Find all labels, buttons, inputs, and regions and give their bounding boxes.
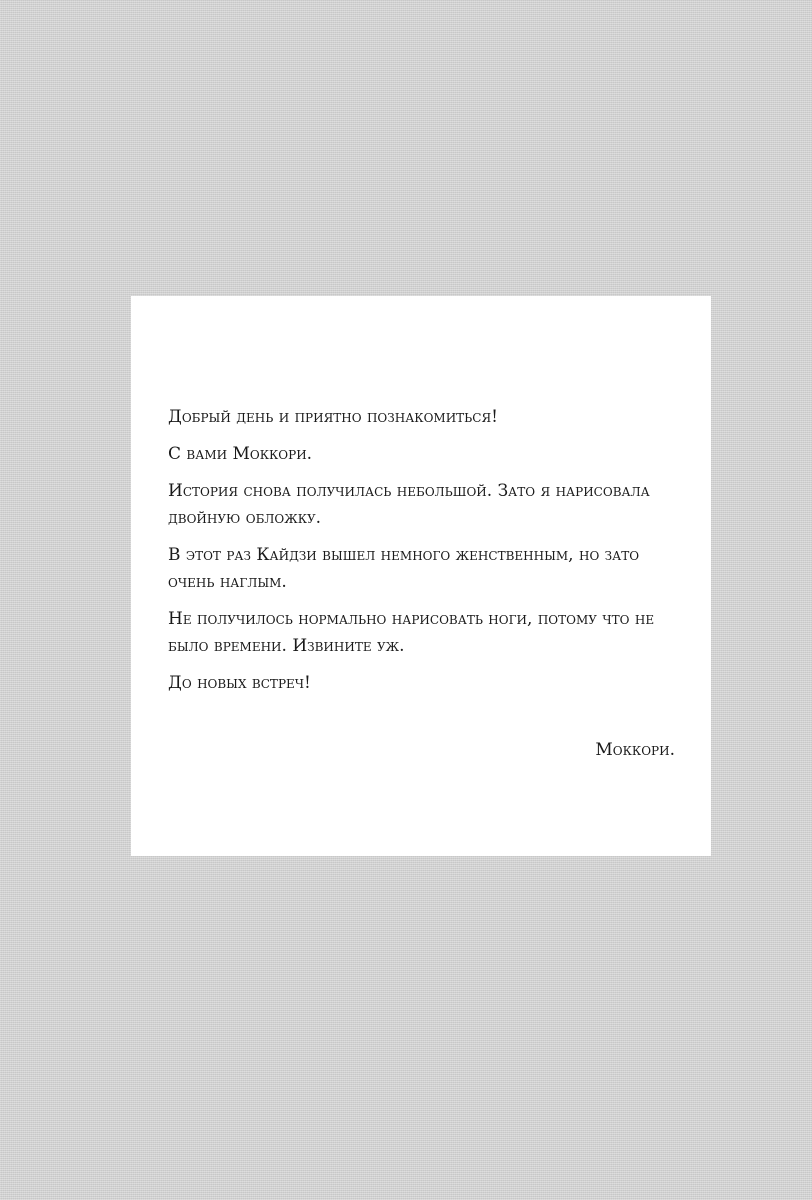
author-signature: Моккори.	[595, 740, 675, 760]
note-paragraph-story: История снова получилась небольшой. Зато я нарисовала двойную обложку.	[168, 481, 650, 528]
note-paragraph-farewell: До новых встреч!	[168, 673, 311, 693]
note-paragraph-introduction: С вами Моккори.	[168, 444, 313, 464]
author-note-text	[168, 404, 688, 707]
note-paragraph-character: В этот раз Кайдзи вышел немного женственным, но зато очень наглым.	[168, 545, 640, 592]
note-paragraph-apology: Не получилось нормально нарисовать ноги, потому что не было времени. Извините уж.	[168, 609, 655, 656]
author-note-card	[131, 296, 711, 856]
note-paragraph-greeting: Добрый день и приятно познакомиться!	[168, 407, 498, 427]
